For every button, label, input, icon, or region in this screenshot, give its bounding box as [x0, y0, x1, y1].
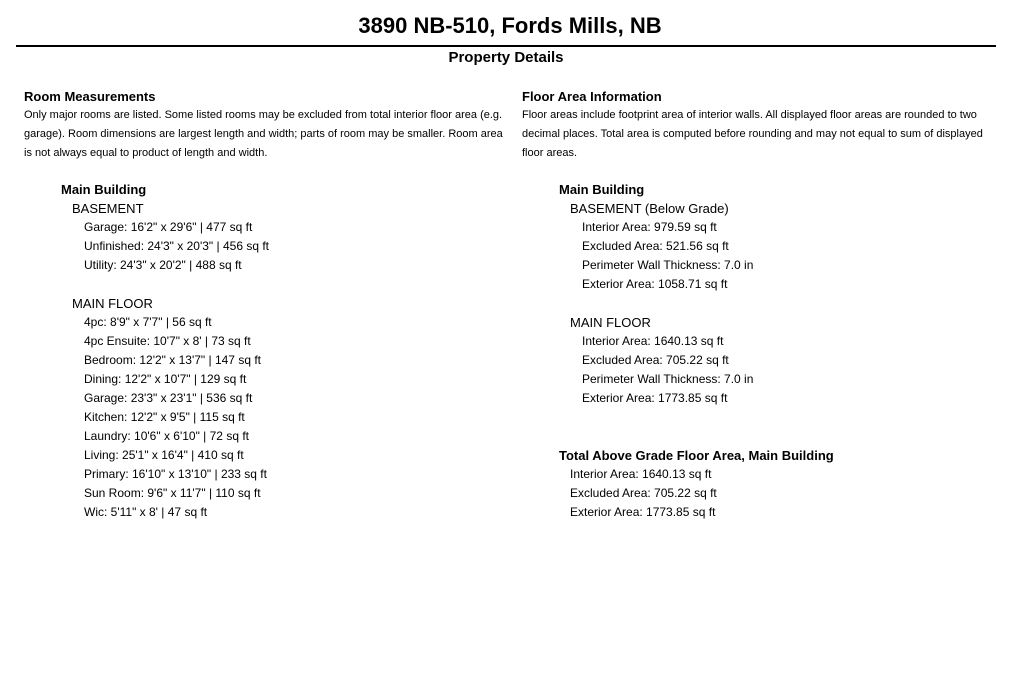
- floor-heading-main-floor: MAIN FLOOR: [570, 315, 651, 330]
- floor-heading-basement: BASEMENT: [72, 201, 144, 216]
- area-list-main-floor: [522, 332, 1002, 408]
- room-list-main-floor: [24, 313, 504, 522]
- room-measurements-note: Only major rooms are listed. Some listed rooms may be excluded from total interior floor area (e.g. garage). Room dimensions are largest length and width; parts of room may be smaller. Room area is not always equal to product of length and width.: [24, 109, 503, 159]
- floor-area-section: [522, 88, 1002, 522]
- area-item: Excluded Area: 705.22 sq ft: [582, 353, 729, 367]
- area-item: Exterior Area: 1773.85 sq ft: [582, 391, 728, 405]
- room-item: Wic: 5'11" x 8' | 47 sq ft: [84, 505, 208, 519]
- total-area-item: Exterior Area: 1773.85 sq ft: [570, 505, 716, 519]
- room-item: Sun Room: 9'6" x 11'7" | 110 sq ft: [84, 486, 261, 500]
- floor-heading-main-floor: MAIN FLOOR: [72, 296, 153, 311]
- room-measurements-section: [24, 88, 504, 522]
- room-item: Laundry: 10'6" x 6'10" | 72 sq ft: [84, 429, 249, 443]
- room-item: Garage: 16'2" x 29'6" | 477 sq ft: [84, 220, 253, 234]
- room-item: Dining: 12'2" x 10'7" | 129 sq ft: [84, 372, 247, 386]
- room-item: 4pc: 8'9" x 7'7" | 56 sq ft: [84, 315, 212, 329]
- area-list-basement: [522, 218, 1002, 294]
- room-list-basement: [24, 218, 504, 275]
- area-item: Interior Area: 1640.13 sq ft: [582, 334, 724, 348]
- total-area-item: Excluded Area: 705.22 sq ft: [570, 486, 717, 500]
- total-area-item: Interior Area: 1640.13 sq ft: [570, 467, 712, 481]
- total-area-heading: Total Above Grade Floor Area, Main Building: [559, 448, 834, 463]
- floor-area-note: Floor areas include footprint area of interior walls. All displayed floor areas are rounded to two decimal places. Total area is computed before rounding and may not equal to sum of displayed floor areas.: [522, 109, 983, 159]
- area-item: Exterior Area: 1058.71 sq ft: [582, 277, 728, 291]
- room-item: Unfinished: 24'3" x 20'3" | 456 sq ft: [84, 239, 269, 253]
- room-item: Primary: 16'10" x 13'10" | 233 sq ft: [84, 467, 267, 481]
- floor-heading-basement: BASEMENT (Below Grade): [570, 201, 729, 216]
- area-item: Perimeter Wall Thickness: 7.0 in: [582, 372, 754, 386]
- property-address-title: 3890 NB-510, Fords Mills, NB: [358, 13, 662, 38]
- room-item: Bedroom: 12'2" x 13'7" | 147 sq ft: [84, 353, 261, 367]
- header-divider: [16, 45, 996, 47]
- page-subtitle: Property Details: [448, 49, 564, 66]
- area-item: Interior Area: 979.59 sq ft: [582, 220, 717, 234]
- area-item: Excluded Area: 521.56 sq ft: [582, 239, 729, 253]
- room-item: Utility: 24'3" x 20'2" | 488 sq ft: [84, 258, 242, 272]
- room-item: Kitchen: 12'2" x 9'5" | 115 sq ft: [84, 410, 245, 424]
- building-heading: Main Building: [559, 182, 645, 197]
- room-measurements-heading: Room Measurements: [24, 89, 156, 104]
- area-item: Perimeter Wall Thickness: 7.0 in: [582, 258, 754, 272]
- total-area-list: [522, 465, 1002, 522]
- room-item: 4pc Ensuite: 10'7" x 8' | 73 sq ft: [84, 334, 251, 348]
- room-item: Living: 25'1" x 16'4" | 410 sq ft: [84, 448, 244, 462]
- room-item: Garage: 23'3" x 23'1" | 536 sq ft: [84, 391, 253, 405]
- building-heading: Main Building: [61, 182, 147, 197]
- floor-area-heading: Floor Area Information: [522, 89, 662, 104]
